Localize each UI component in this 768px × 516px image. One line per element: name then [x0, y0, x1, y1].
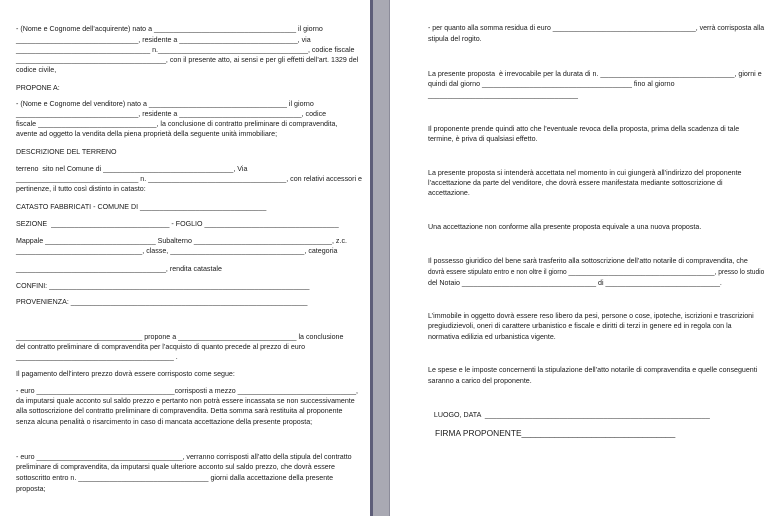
text-line: - euro ___________________________________corrisposti a mezzo ______________________________,: [16, 387, 358, 395]
text-line: __________________________________ n.______________________________________, codice fiscale: [16, 46, 355, 54]
text-line: termine, è priva di qualsiasi effetto.: [428, 135, 538, 143]
text-line: del Notaio __________________________________ di _____________________________.: [428, 279, 722, 287]
text-line: La presente proposta è irrevocabile per la durata di n. __________________________________, giorni e: [428, 70, 762, 78]
text-line: - (Nome e Cognome del venditore) nato a ___________________________________ il giorno: [16, 100, 314, 108]
text-line: L’immobile in oggetto dovrà essere reso libero da pesi, persone o cose, ipoteche, iscrizioni e trascrizioni: [428, 312, 754, 320]
text-line: ________________________________, classe, __________________________________, categoria: [16, 247, 338, 255]
text-line: _______________________________, residente a _______________________________, codice: [16, 110, 327, 118]
text-line: proposta;: [16, 485, 46, 493]
text-line: senza alcuna penalità o risarcimento in caso di mancata accettazione della presente proposta;: [16, 418, 313, 426]
text-line: dovrà essere stipulato entro e non oltre il giorno ________________________________________, presso lo studio: [428, 268, 765, 276]
text-line: Il possesso giuridico del bene sarà trasferito alla sottoscrizione dell’atto notarile di compravendita, che: [428, 257, 748, 265]
text-line: preliminare di compravendita, da imputarsi quale ulteriore acconto sul saldo prezzo, che dovrà essere: [16, 463, 335, 471]
text-line: da imputarsi quale acconto sul saldo prezzo e pertanto non potrà essere incassata se non successivamente: [16, 397, 355, 405]
text-line: sottoscritto entro n. _________________________________ giorni dalla accettazione della presente: [16, 474, 334, 482]
text-line: _______________________________, residente a ______________________________, via: [16, 36, 311, 44]
text-line: SEZIONE ______________________________ - FOGLIO __________________________________: [16, 220, 339, 228]
section-heading: PROPONE A:: [16, 84, 60, 92]
text-line: Il proponente prende quindi atto che l’eventuale revoca della proposta, prima della scadenza di tale: [428, 125, 740, 133]
place-date-line: LUOGO, DATA _________________________________________________________: [428, 411, 710, 419]
text-line: La presente proposta si intenderà accettata nel momento in cui giungerà all’indirizzo del proponente: [428, 169, 742, 177]
text-line: Una accettazione non conforme alla presente proposta equivale a una nuova proposta.: [428, 223, 702, 231]
text-line: ________________________________ propone a ______________________________ la conclusione: [16, 333, 344, 341]
text-line: - per quanto alla somma residua di euro _____________________________________, verrà corrisposta alla: [428, 24, 765, 32]
text-line: normativa edilizia ed urbanistica vigente.: [428, 333, 556, 341]
text-line: saranno a carico del proponente.: [428, 377, 532, 385]
text-line: stipula del rogito.: [428, 35, 482, 43]
page-shadow: [370, 0, 373, 516]
text-line: CONFINI: __________________________________________________________________: [16, 282, 310, 290]
text-line: avente ad oggetto la vendita della piena proprietà della seguente unità immobiliare;: [16, 130, 278, 138]
text-line: pregiudizievoli, oneri di carattere urbanistico e fiscale e diritti di terzi in genere ed in regola con la: [428, 322, 732, 330]
text-line: _______________________________ n. ___________________________________, con relativi accessori e: [16, 175, 362, 183]
text-line: terreno sito nel Comune di _________________________________, Via: [16, 165, 248, 173]
page-right-text: [390, 0, 768, 516]
text-line: l’accettazione da parte del venditore, che dovrà essere manifestata mediante sottoscrizione di: [428, 179, 723, 187]
section-heading: DESCRIZIONE DEL TERRENO: [16, 148, 117, 156]
text-line: Mappale ____________________________ Subalterno ___________________________________, z.c.: [16, 237, 347, 245]
signature-line: FIRMA PROPONENTE_________________________________: [428, 428, 676, 438]
page-gap: [370, 0, 390, 516]
document-page-right: [390, 0, 768, 516]
text-line: codice civile,: [16, 66, 57, 74]
text-line: fiscale ______________________________, la conclusione di contratto preliminare di compravendita,: [16, 120, 338, 128]
section-heading: CATASTO FABBRICATI - COMUNE DI ________________________________: [16, 203, 267, 211]
text-line: quindi dal giorno ______________________________________ fino al giorno: [428, 80, 675, 88]
text-line: ______________________________________, rendita catastale: [16, 265, 222, 273]
text-line: pertinenze, il tutto così distinto in catasto:: [16, 185, 146, 193]
page-left-text: [0, 0, 370, 516]
document-page-left: [0, 0, 370, 516]
text-line: Il pagamento dell’intero prezzo dovrà essere corrisposto come segue:: [16, 370, 235, 378]
text-line: ______________________________________: [428, 91, 578, 99]
text-line: ______________________________________, con il presente atto, ai sensi e per gli effetti dell’art. 1329 del: [16, 56, 359, 64]
text-line: del contratto preliminare di compravendita per l’acquisto di quanto precede al prezzo di euro: [16, 343, 306, 351]
text-line: accettazione.: [428, 189, 470, 197]
text-line: - (Nome e Cognome dell’acquirente) nato a ____________________________________ il giorno: [16, 25, 323, 33]
text-line: Le spese e le imposte concernenti la stipulazione dell’atto notarile di compravendita e quelle conseguenti: [428, 366, 758, 374]
text-line: - euro _____________________________________, verranno corrisposti all’atto della stipula del contratto: [16, 453, 352, 461]
text-line: alla sottoscrizione del contratto preliminare di compravendita. Detta somma sarà restituita al proponente: [16, 407, 343, 415]
text-line: ________________________________________ .: [16, 353, 178, 361]
text-line: PROVENIENZA: ____________________________________________________________: [16, 298, 308, 306]
